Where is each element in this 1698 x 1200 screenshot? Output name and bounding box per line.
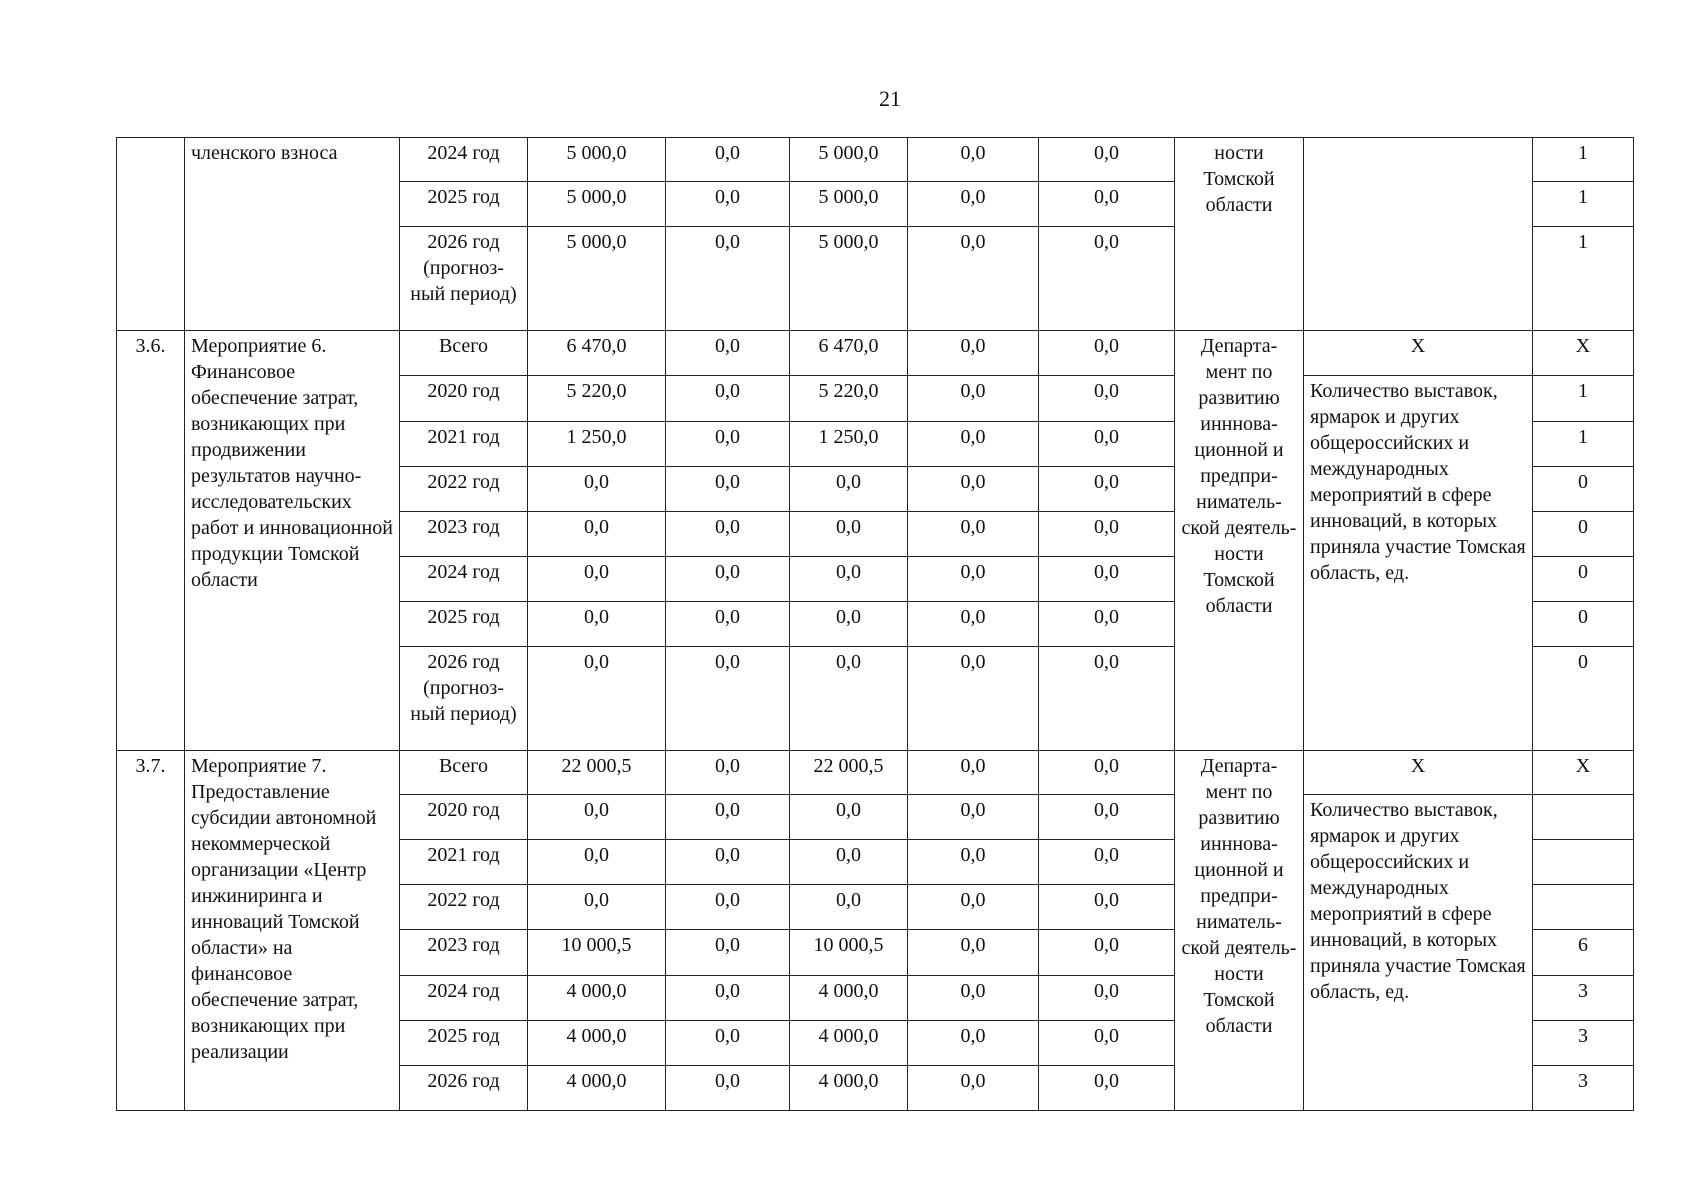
total-cell: 6 470,0 (528, 331, 666, 376)
local-cell: 0,0 (908, 930, 1039, 975)
indicator-value-cell: 3 (1533, 1020, 1634, 1065)
year-cell: Всего (400, 331, 528, 376)
external-cell: 0,0 (1039, 930, 1175, 975)
local-cell: 0,0 (908, 975, 1039, 1020)
federal-cell: 0,0 (666, 601, 790, 646)
year-cell: 2026 год (прогноз-ный период) (400, 227, 528, 331)
local-cell: 0,0 (908, 421, 1039, 466)
external-cell: 0,0 (1039, 1020, 1175, 1065)
external-cell: 0,0 (1039, 421, 1175, 466)
row-number-cell: 3.7. (117, 751, 185, 1111)
regional-cell: 1 250,0 (790, 421, 908, 466)
total-cell: 5 000,0 (528, 227, 666, 331)
regional-cell: 4 000,0 (790, 1065, 908, 1110)
local-cell: 0,0 (908, 795, 1039, 840)
total-cell: 5 000,0 (528, 138, 666, 182)
total-cell: 4 000,0 (528, 1020, 666, 1065)
page-number: 21 (879, 86, 901, 111)
regional-cell: 0,0 (790, 646, 908, 750)
federal-cell: 0,0 (666, 138, 790, 182)
indicator-value-cell: 3 (1533, 975, 1634, 1020)
total-cell: 22 000,5 (528, 751, 666, 795)
indicator-value-cell (1533, 840, 1634, 885)
indicator-value-cell: 0 (1533, 646, 1634, 750)
regional-cell: 22 000,5 (790, 751, 908, 795)
federal-cell: 0,0 (666, 511, 790, 556)
total-cell: 0,0 (528, 795, 666, 840)
federal-cell: 0,0 (666, 975, 790, 1020)
year-cell: 2024 год (400, 975, 528, 1020)
external-cell: 0,0 (1039, 331, 1175, 376)
table-row (117, 331, 1634, 376)
regional-cell: 0,0 (790, 885, 908, 930)
regional-cell: 4 000,0 (790, 1020, 908, 1065)
local-cell: 0,0 (908, 511, 1039, 556)
regional-cell: 0,0 (790, 795, 908, 840)
external-cell: 0,0 (1039, 751, 1175, 795)
indicator-value-cell: 1 (1533, 182, 1634, 227)
department-cell: ности Томской области (1175, 138, 1304, 331)
year-cell: 2021 год (400, 421, 528, 466)
total-cell: 5 000,0 (528, 182, 666, 227)
external-cell: 0,0 (1039, 227, 1175, 331)
federal-cell: 0,0 (666, 840, 790, 885)
external-cell: 0,0 (1039, 138, 1175, 182)
local-cell: 0,0 (908, 601, 1039, 646)
federal-cell: 0,0 (666, 182, 790, 227)
federal-cell: 0,0 (666, 1020, 790, 1065)
table-row (117, 138, 1634, 182)
regional-cell: 6 470,0 (790, 331, 908, 376)
year-cell: 2026 год (400, 1065, 528, 1110)
federal-cell: 0,0 (666, 376, 790, 421)
federal-cell: 0,0 (666, 646, 790, 750)
indicator-value-cell: 0 (1533, 556, 1634, 601)
regional-cell: 5 220,0 (790, 376, 908, 421)
indicator-value-cell: 3 (1533, 1065, 1634, 1110)
external-cell: 0,0 (1039, 795, 1175, 840)
federal-cell: 0,0 (666, 930, 790, 975)
federal-cell: 0,0 (666, 466, 790, 511)
row-number-cell: 3.6. (117, 331, 185, 751)
total-cell: 0,0 (528, 601, 666, 646)
local-cell: 0,0 (908, 466, 1039, 511)
indicator-total-cell: Х (1304, 331, 1533, 376)
external-cell: 0,0 (1039, 556, 1175, 601)
year-cell: 2020 год (400, 376, 528, 421)
federal-cell: 0,0 (666, 227, 790, 331)
local-cell: 0,0 (908, 227, 1039, 331)
local-cell: 0,0 (908, 885, 1039, 930)
indicator-value-cell: 1 (1533, 376, 1634, 421)
year-cell: Всего (400, 751, 528, 795)
total-cell: 10 000,5 (528, 930, 666, 975)
external-cell: 0,0 (1039, 601, 1175, 646)
local-cell: 0,0 (908, 556, 1039, 601)
indicator-value-cell: 1 (1533, 421, 1634, 466)
indicator-value-cell: 0 (1533, 466, 1634, 511)
regional-cell: 0,0 (790, 511, 908, 556)
indicator-value-cell: Х (1533, 331, 1634, 376)
indicator-value-cell (1533, 885, 1634, 930)
program-table (116, 137, 1634, 1111)
regional-cell: 5 000,0 (790, 138, 908, 182)
external-cell: 0,0 (1039, 466, 1175, 511)
indicator-total-cell: Х (1304, 751, 1533, 795)
federal-cell: 0,0 (666, 1065, 790, 1110)
federal-cell: 0,0 (666, 421, 790, 466)
total-cell: 0,0 (528, 556, 666, 601)
external-cell: 0,0 (1039, 376, 1175, 421)
year-cell: 2021 год (400, 840, 528, 885)
external-cell: 0,0 (1039, 1065, 1175, 1110)
regional-cell: 0,0 (790, 466, 908, 511)
federal-cell: 0,0 (666, 751, 790, 795)
local-cell: 0,0 (908, 646, 1039, 750)
federal-cell: 0,0 (666, 331, 790, 376)
regional-cell: 5 000,0 (790, 182, 908, 227)
indicator-value-cell (1533, 795, 1634, 840)
local-cell: 0,0 (908, 376, 1039, 421)
local-cell: 0,0 (908, 331, 1039, 376)
local-cell: 0,0 (908, 138, 1039, 182)
year-cell: 2025 год (400, 182, 528, 227)
indicator-value-cell: 0 (1533, 601, 1634, 646)
regional-cell: 5 000,0 (790, 227, 908, 331)
activity-name-cell: Мероприятие 7. Предоставление субсидии автономной некоммерческой организации «Центр инжиниринга и инноваций Томской области» на финансовое обеспечение затрат, возникающих при реализации (185, 751, 400, 1111)
total-cell: 4 000,0 (528, 975, 666, 1020)
year-cell: 2025 год (400, 1020, 528, 1065)
total-cell: 0,0 (528, 840, 666, 885)
year-cell: 2026 год (прогноз-ный период) (400, 646, 528, 750)
department-cell: Департа-мент по развитию инннова-ционной и предпри-ниматель-ской деятель-ности Томской области (1175, 331, 1304, 751)
external-cell: 0,0 (1039, 182, 1175, 227)
regional-cell: 10 000,5 (790, 930, 908, 975)
federal-cell: 0,0 (666, 795, 790, 840)
regional-cell: 0,0 (790, 556, 908, 601)
year-cell: 2024 год (400, 556, 528, 601)
regional-cell: 0,0 (790, 840, 908, 885)
total-cell: 5 220,0 (528, 376, 666, 421)
external-cell: 0,0 (1039, 646, 1175, 750)
external-cell: 0,0 (1039, 840, 1175, 885)
year-cell: 2025 год (400, 601, 528, 646)
row-number-cell (117, 138, 185, 331)
department-cell: Департа-мент по развитию инннова-ционной и предпри-ниматель-ской деятель-ности Томской области (1175, 751, 1304, 1111)
indicator-value-cell: Х (1533, 751, 1634, 795)
local-cell: 0,0 (908, 840, 1039, 885)
year-cell: 2022 год (400, 466, 528, 511)
regional-cell: 4 000,0 (790, 975, 908, 1020)
external-cell: 0,0 (1039, 885, 1175, 930)
total-cell: 4 000,0 (528, 1065, 666, 1110)
year-cell: 2020 год (400, 795, 528, 840)
year-cell: 2022 год (400, 885, 528, 930)
regional-cell: 0,0 (790, 601, 908, 646)
external-cell: 0,0 (1039, 975, 1175, 1020)
total-cell: 0,0 (528, 646, 666, 750)
indicator-value-cell: 6 (1533, 930, 1634, 975)
federal-cell: 0,0 (666, 885, 790, 930)
indicator-value-cell: 1 (1533, 138, 1634, 182)
indicator-value-cell: 0 (1533, 511, 1634, 556)
total-cell: 1 250,0 (528, 421, 666, 466)
local-cell: 0,0 (908, 751, 1039, 795)
federal-cell: 0,0 (666, 556, 790, 601)
indicator-cell: Количество выставок, ярмарок и других общероссийских и международных мероприятий в сфере инноваций, в которых приняла участие Томская область, ед. (1304, 376, 1533, 751)
total-cell: 0,0 (528, 466, 666, 511)
table-row (117, 751, 1634, 795)
total-cell: 0,0 (528, 511, 666, 556)
indicator-cell: Количество выставок, ярмарок и других общероссийских и международных мероприятий в сфере инноваций, в которых приняла участие Томская область, ед. (1304, 795, 1533, 1111)
indicator-value-cell: 1 (1533, 227, 1634, 331)
activity-name-cell: членского взноса (185, 138, 400, 331)
external-cell: 0,0 (1039, 511, 1175, 556)
year-cell: 2023 год (400, 511, 528, 556)
indicator-cell (1304, 138, 1533, 331)
activity-name-cell: Мероприятие 6. Финансовое обеспечение затрат, возникающих при продвижении результатов научно-исследовательских работ и инновационной продукции Томской области (185, 331, 400, 751)
total-cell: 0,0 (528, 885, 666, 930)
local-cell: 0,0 (908, 1065, 1039, 1110)
year-cell: 2024 год (400, 138, 528, 182)
local-cell: 0,0 (908, 1020, 1039, 1065)
local-cell: 0,0 (908, 182, 1039, 227)
year-cell: 2023 год (400, 930, 528, 975)
